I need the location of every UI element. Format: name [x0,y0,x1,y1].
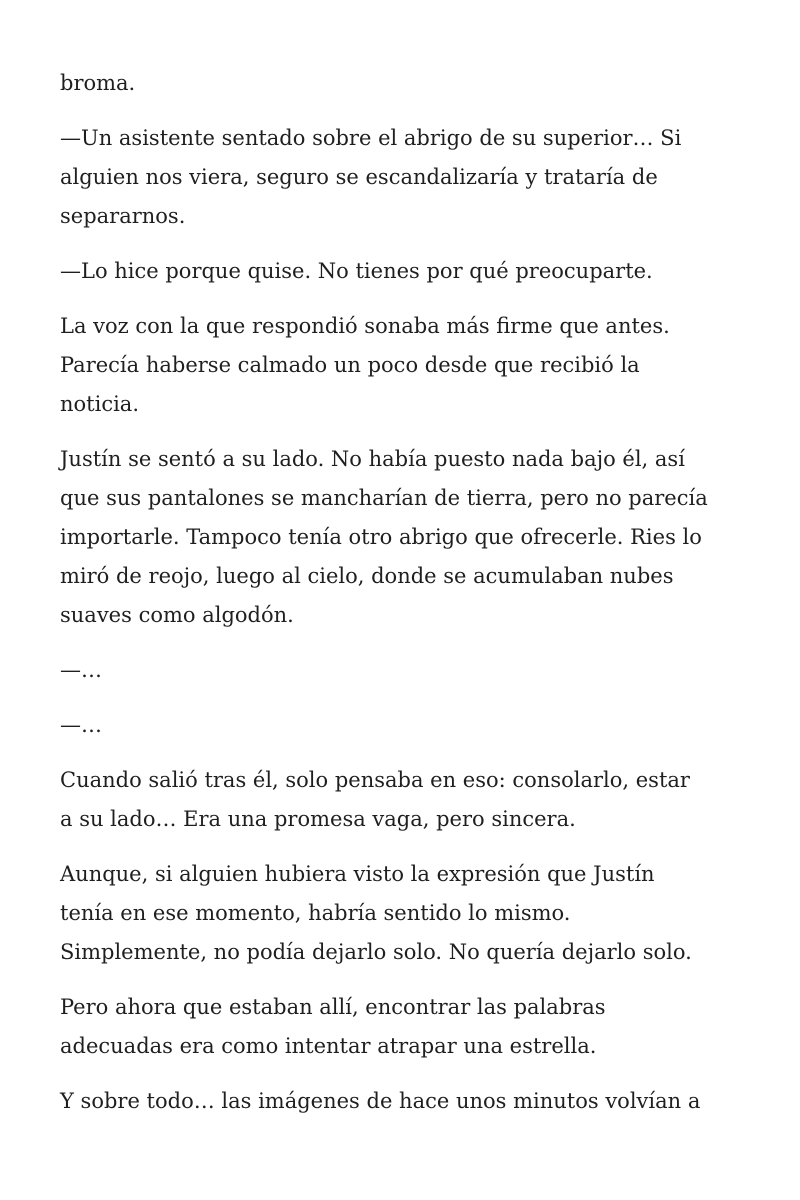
paragraph: Pero ahora que estaban allí, encontrar las palabras adecuadas era como intentar atrapar una estrella. [60,995,606,1058]
paragraph: Justín se sentó a su lado. No había puesto nada bajo él, así que sus pantalones se mancharían de tierra, pero no parecía importarle. Tampoco tenía otro abrigo que ofrecerle. Ries lo miró de reojo, luego al cielo, donde se acumulaban nubes suaves como algodón. [60,447,708,627]
paragraph: —Lo hice porque quise. No tienes por qué preocuparte. [60,259,653,283]
paragraph: Aunque, si alguien hubiera visto la expresión que Justín tenía en ese momento, habría sentido lo mismo. Simplemente, no podía dejarlo solo. No quería dejarlo solo. [60,862,692,964]
paragraph: broma. [60,71,136,95]
paragraph: La voz con la que respondió sonaba más firme que antes. Parecía haberse calmado un poco desde que recibió la noticia. [60,314,670,416]
paragraph: —… [60,713,102,737]
paragraph: Y sobre todo… las imágenes de hace unos minutos volvían a [60,1089,701,1113]
paragraph: —… [60,658,102,682]
document-page [60,64,750,1137]
paragraph: —Un asistente sentado sobre el abrigo de su superior… Si alguien nos viera, seguro se escandalizaría y trataría de separarnos. [60,126,682,228]
paragraph: Cuando salió tras él, solo pensaba en eso: consolarlo, estar a su lado… Era una promesa vaga, pero sincera. [60,768,690,831]
